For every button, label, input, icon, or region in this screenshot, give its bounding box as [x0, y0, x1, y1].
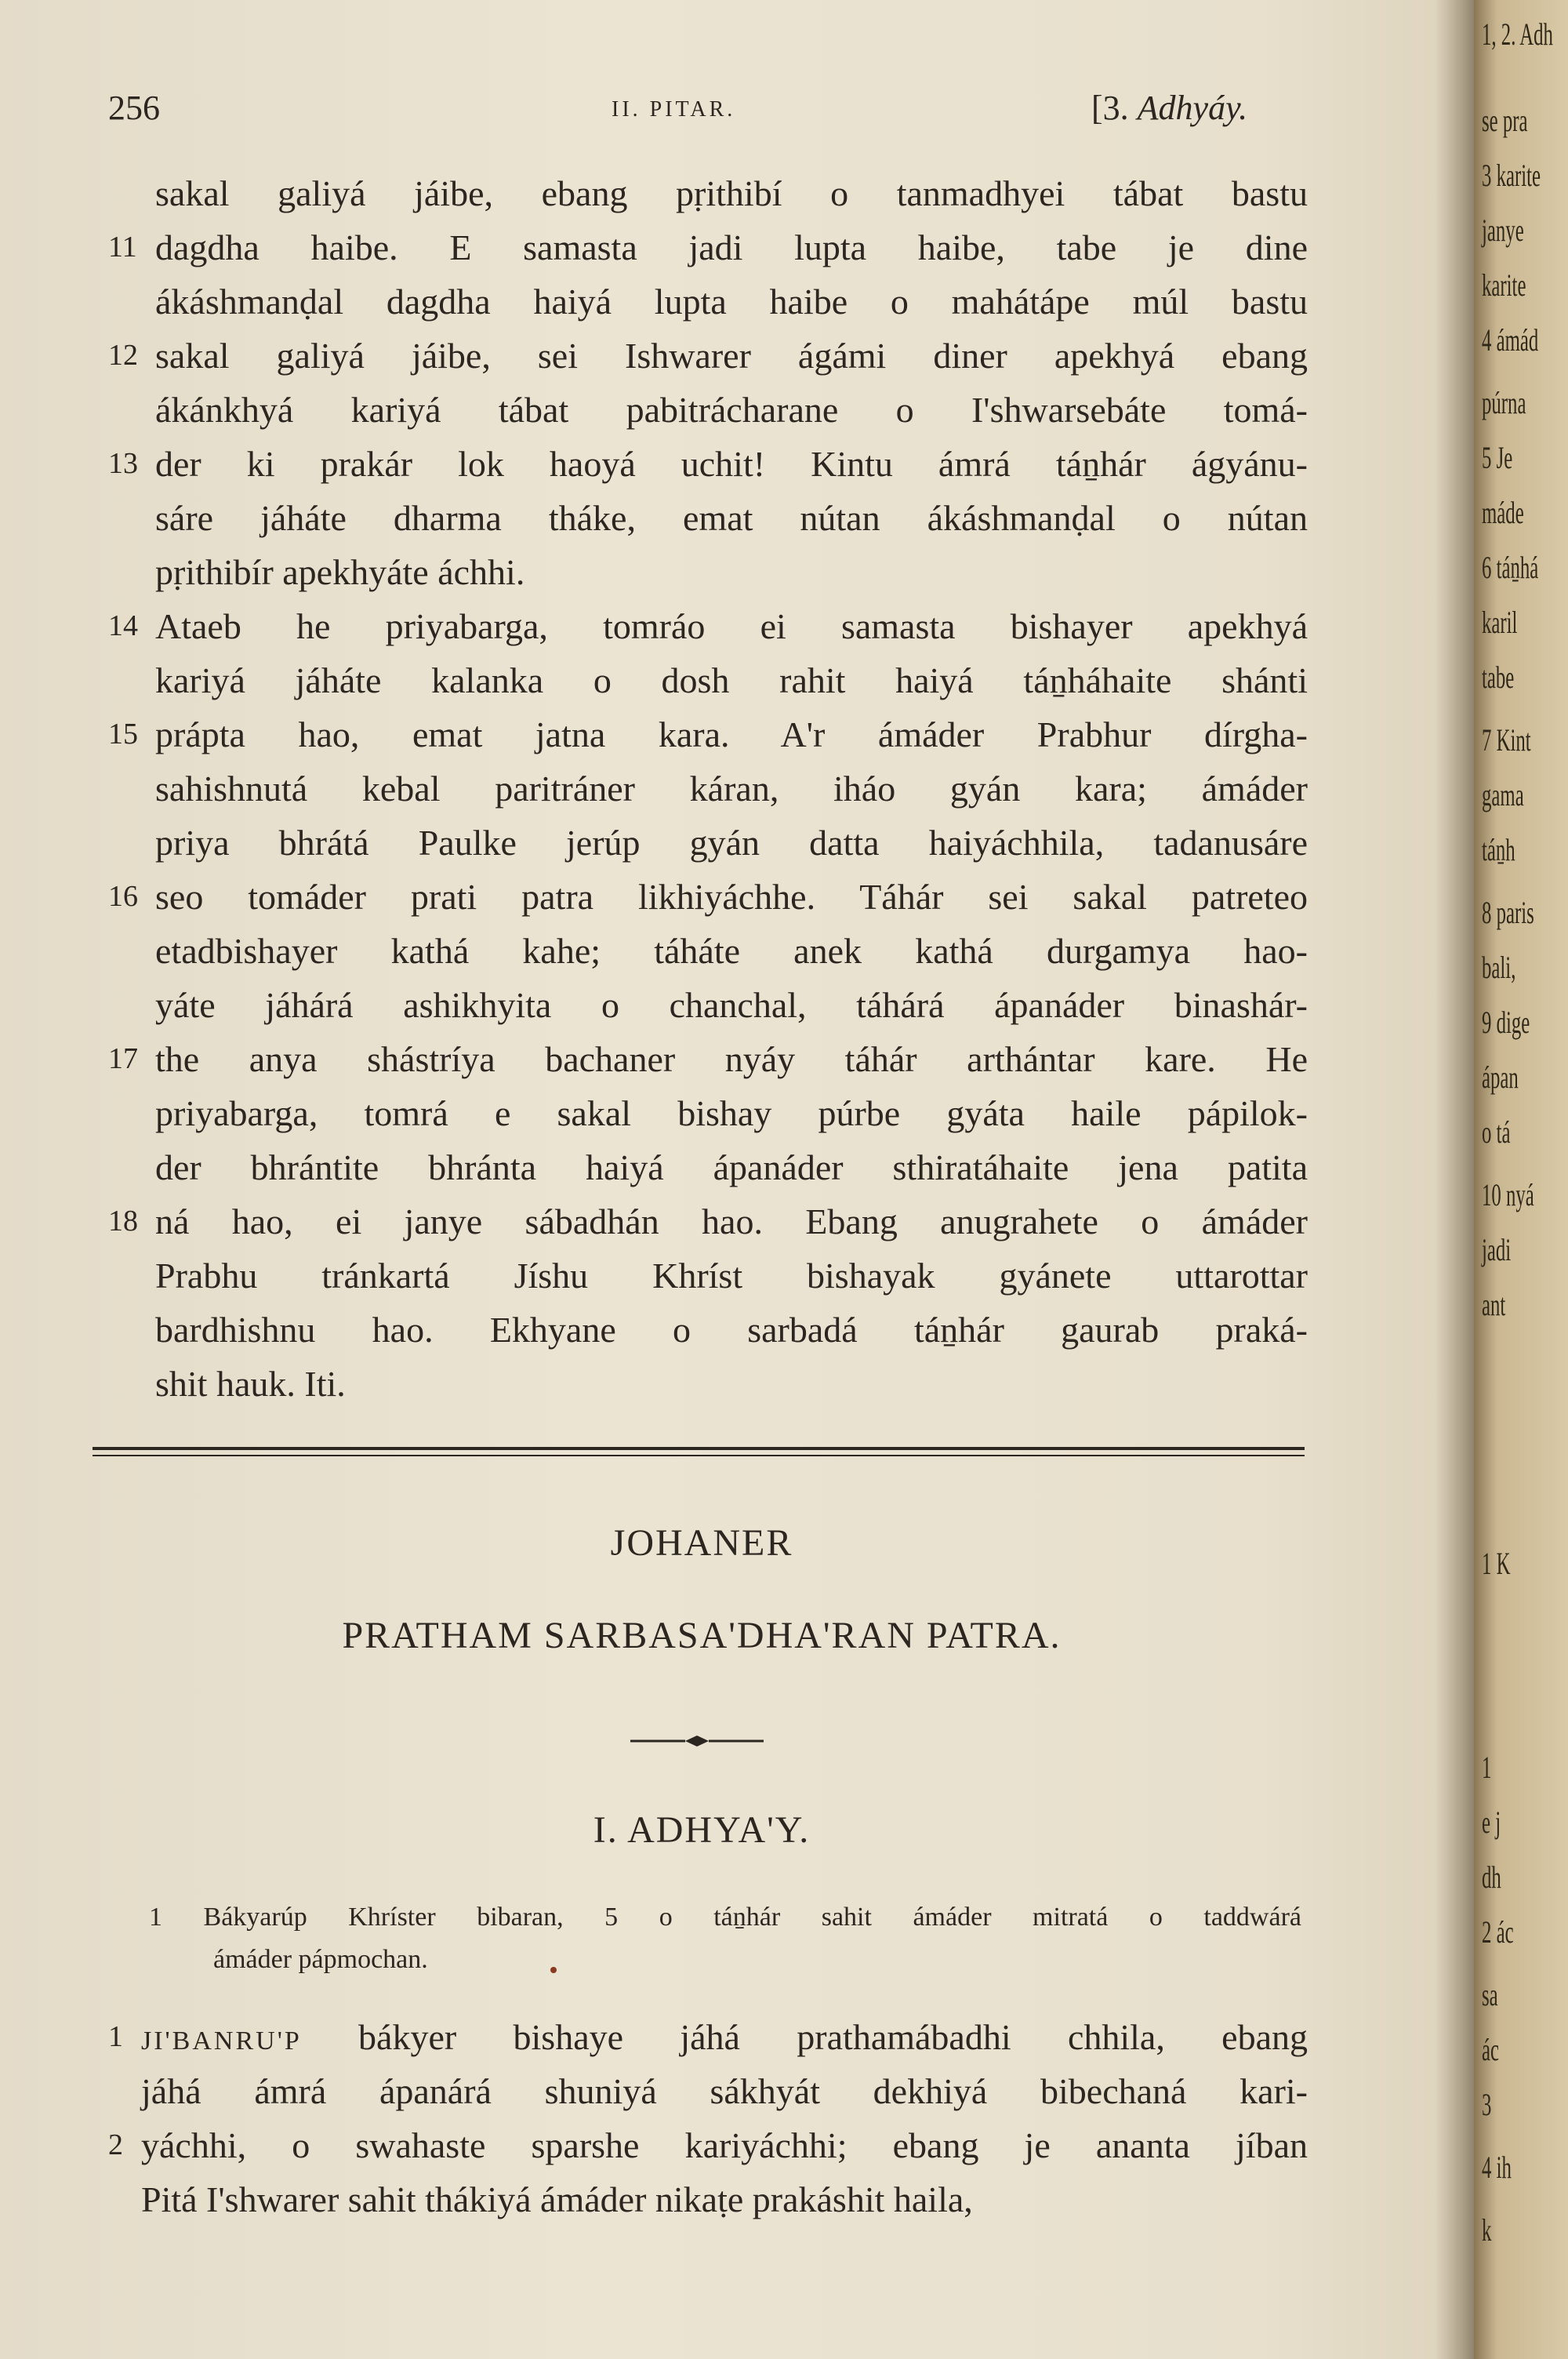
- right-page-fragment: k: [1482, 2212, 1492, 2248]
- right-page-fragment: 4 ih: [1482, 2150, 1512, 2185]
- right-page-fragment: dh: [1482, 1859, 1501, 1895]
- text-line: priyabarga, tomrá e sakal bishay púrbe gyáta haile pápilok-: [155, 1093, 1308, 1133]
- right-page-fragment: 6 táṉhá: [1482, 550, 1539, 585]
- verse-number: 18: [108, 1205, 138, 1238]
- right-page-fragment: 10 nyá: [1482, 1177, 1534, 1212]
- text-line: pṛithibír apekhyáte áchhi.: [155, 552, 525, 592]
- page-number: 256: [108, 89, 160, 127]
- text-line: prápta hao, emat jatna kara. A'r ámáder Prabhur dírgha-: [155, 714, 1308, 754]
- text-line: seo tomáder prati patra likhiyáchhe. Táhár sei sakal patreteo: [155, 877, 1308, 917]
- text-line: kariyá jáháte kalanka o dosh rahit haiyá táṉháhaite shánti: [155, 660, 1308, 700]
- verse-number: 13: [108, 447, 138, 480]
- right-page-fragment: 4 ámád: [1482, 322, 1539, 358]
- text-line: ákáshmanḍal dagdha haiyá lupta haibe o mahátápe múl bastu: [155, 282, 1308, 322]
- thin-rule: [93, 1455, 1305, 1456]
- chapter-summary-line1: 1 Bákyarúp Khríster bibaran, 5 o táṉhár sahit ámáder mitratá o taddwárá: [149, 1903, 1301, 1932]
- text-line: jáhá ámrá ápanárá shuniyá sákhyát dekhiyá bibechaná kari-: [141, 2071, 1308, 2111]
- right-page-fragment: karil: [1482, 605, 1518, 640]
- verse-number: 11: [108, 231, 137, 264]
- right-page-fragment: ápan: [1482, 1060, 1519, 1095]
- page-header: [0, 88, 1317, 135]
- text-line: Prabhu tránkartá Jíshu Khríst bishayak gyánete uttarottar: [155, 1256, 1308, 1296]
- right-page-fragment: táṉh: [1482, 832, 1515, 867]
- verse-number: 2: [108, 2128, 123, 2161]
- verse-number: 1: [108, 2020, 123, 2053]
- text-line: sáre jáháte dharma tháke, emat nútan ákáshmanḍal o nútan: [155, 498, 1308, 538]
- right-page-fragment: púrna: [1482, 385, 1526, 420]
- verse-number: 15: [108, 718, 138, 751]
- chapter-heading: I. ADHYA'Y.: [593, 1809, 811, 1851]
- right-page-fragment: sa: [1482, 1977, 1498, 2012]
- text-line: the anya shástríya bachaner nyáy táhár arthántar kare. He: [155, 1039, 1308, 1079]
- verse-number: 12: [108, 339, 138, 372]
- ornament-dash-icon: [630, 1733, 764, 1749]
- right-page-fragment: gama: [1482, 777, 1524, 812]
- text-line: sahishnutá kebal paritráner káran, iháo gyán kara; ámáder: [155, 769, 1308, 809]
- text-line: ákánkhyá kariyá tábat pabitrácharane o I'shwarsebáte tomá-: [155, 390, 1308, 430]
- verse-number: 16: [108, 880, 138, 913]
- right-page-fragment: máde: [1482, 495, 1524, 530]
- right-page-fragment: 1, 2. Adh: [1482, 16, 1553, 52]
- text-line: bardhishnu hao. Ekhyane o sarbadá táṉhár gaurab praká-: [155, 1310, 1308, 1350]
- right-page-fragment: karite: [1482, 267, 1526, 303]
- right-page-fragment: 7 Kint: [1482, 722, 1531, 758]
- right-page-fragment: jadi: [1482, 1232, 1512, 1267]
- text-line: shit hauk. Iti.: [155, 1364, 346, 1404]
- text-line: priya bhrátá Paulke jerúp gyán datta haiyáchhila, tadanusáre: [155, 823, 1308, 863]
- right-page-fragment: 3 karite: [1482, 158, 1541, 193]
- text-line-rest: bákyer bishaye jáhá prathamábadhi chhila, ebang: [301, 2017, 1308, 2057]
- text-line: etadbishayer kathá kahe; táháte anek kathá durgamya hao-: [155, 931, 1308, 971]
- right-page-fragment: se pra: [1482, 103, 1528, 138]
- right-page-fragment: 9 dige: [1482, 1005, 1530, 1040]
- right-page-fragment: e j: [1482, 1805, 1501, 1840]
- right-page-fragment: 2 ác: [1482, 1914, 1514, 1950]
- text-line: der bhrántite bhránta haiyá ápanáder sthiratáhaite jena patita: [155, 1147, 1308, 1187]
- right-page-fragment: 8 paris: [1482, 895, 1534, 930]
- text-line: der ki prakár lok haoyá uchit! Kintu ámrá táṉhár ágyánu-: [155, 444, 1308, 484]
- verse-number: 14: [108, 609, 138, 642]
- right-page-fragment: 3: [1482, 2087, 1492, 2122]
- right-page-fragment: ác: [1482, 2032, 1500, 2067]
- right-page-fragment: tabe: [1482, 660, 1515, 695]
- text-line: ná hao, ei janye sábadhán hao. Ebang anugrahete o ámáder: [155, 1201, 1308, 1241]
- book-title-line2: PRATHAM SARBASA'DHA'RAN PATRA.: [342, 1615, 1062, 1656]
- right-page-fragment: 1 K: [1482, 1546, 1511, 1581]
- running-title: II. PITAR.: [612, 97, 736, 122]
- right-page-edge: [1474, 0, 1568, 2359]
- text-line: Pitá I'shwarer sahit thákiyá ámáder nikaṭe prakáshit haila,: [141, 2179, 973, 2219]
- text-line: dagdha haibe. E samasta jadi lupta haibe, tabe je dine: [155, 227, 1308, 267]
- right-page-fragment: o tá: [1482, 1114, 1511, 1150]
- verse-number: 17: [108, 1042, 138, 1075]
- text-line: yáchhi, o swahaste sparshe kariyáchhi; ebang je ananta jíban: [141, 2125, 1308, 2165]
- text-line: yáte jáhárá ashikhyita o chanchal, táhárá ápanáder binashár-: [155, 985, 1308, 1025]
- text-line: sakal galiyá jáibe, sei Ishwarer ágámi diner apekhyá ebang: [155, 336, 1308, 376]
- right-page-fragment: janye: [1482, 213, 1524, 248]
- text-line: Ataeb he priyabarga, tomráo ei samasta bishayer apekhyá: [155, 606, 1308, 646]
- book-title-line1: JOHANER: [610, 1522, 793, 1564]
- right-page-fragment: bali,: [1482, 950, 1516, 985]
- ink-speck: [550, 1967, 557, 1973]
- chapter-summary-line2: ámáder pápmochan.: [213, 1945, 428, 1974]
- thick-rule: [93, 1447, 1305, 1450]
- text-line: sakal galiyá jáibe, ebang pṛithibí o tanmadhyei tábat bastu: [155, 173, 1308, 213]
- right-page-fragment: ant: [1482, 1287, 1506, 1322]
- text-line: [141, 2010, 1308, 2068]
- small-caps-opening: JI'BANRU'P: [141, 2026, 302, 2055]
- right-page-fragment: 1: [1482, 1750, 1492, 1785]
- right-page-fragment: 5 Je: [1482, 440, 1513, 475]
- section-marker: [3. Adhyáy.: [1091, 89, 1248, 127]
